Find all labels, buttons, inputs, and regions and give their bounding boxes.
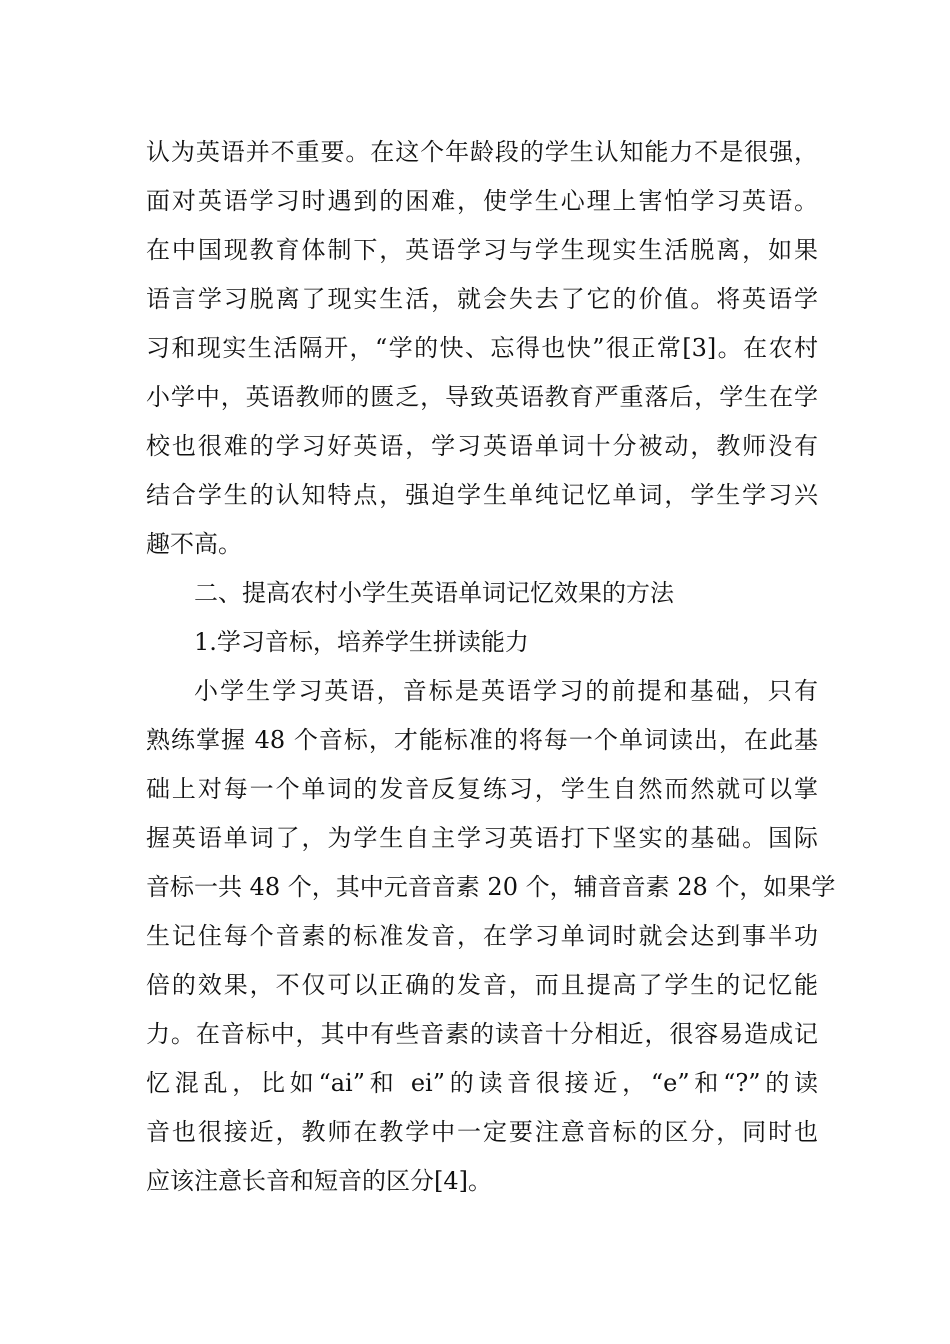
text-line: 趣不高。	[146, 530, 242, 558]
text-line: 结合学生的认知特点，强迫学生单纯记忆单词，学生学习兴	[146, 481, 818, 509]
text-line: 握英语单词了，为学生自主学习英语打下坚实的基础。国际	[146, 824, 818, 852]
text-line: 音标一共 48 个，其中元音音素 20 个，辅音音素 28 个，如果学	[146, 873, 836, 901]
text-line: 础上对每一个单词的发音反复练习，学生自然而然就可以掌	[146, 775, 818, 803]
text-line: 倍的效果，不仅可以正确的发音，而且提高了学生的记忆能	[146, 971, 818, 999]
text-line: 生记住每个音素的标准发音，在学习单词时就会达到事半功	[146, 922, 818, 950]
text-line: 力。在音标中，其中有些音素的读音十分相近，很容易造成记	[146, 1020, 818, 1048]
text-line: 应该注意长音和短音的区分[4]。	[146, 1167, 492, 1195]
text-line: 语言学习脱离了现实生活，就会失去了它的价值。将英语学	[146, 285, 818, 313]
section-heading-text: 二、提高农村小学生英语单词记忆效果的方法	[194, 579, 674, 607]
text-line: 音也很接近，教师在教学中一定要注意音标的区分，同时也	[146, 1118, 818, 1146]
document-body	[146, 128, 836, 1206]
text-line: 小学中，英语教师的匮乏，导致英语教育严重落后，学生在学	[146, 383, 818, 411]
paragraph-phonetics	[146, 667, 836, 1206]
subsection-heading	[146, 618, 818, 667]
text-line: 小学生学习英语，音标是英语学习的前提和基础，只有	[194, 677, 818, 705]
text-line: 忆混乱，比如“ai”和 ei”的读音很接近，“e”和“?”的读	[146, 1069, 818, 1097]
paragraph-background	[146, 128, 818, 569]
section-heading	[146, 569, 818, 618]
text-line: 熟练掌握 48 个音标，才能标准的将每一个单词读出，在此基	[146, 726, 818, 754]
subsection-heading-text: 1.学习音标，培养学生拼读能力	[194, 628, 529, 656]
text-line: 习和现实生活隔开，“学的快、忘得也快”很正常[3]。在农村	[146, 334, 818, 362]
text-line: 校也很难的学习好英语，学习英语单词十分被动，教师没有	[146, 432, 818, 460]
text-line: 面对英语学习时遇到的困难，使学生心理上害怕学习英语。	[146, 187, 818, 215]
text-line: 在中国现教育体制下，英语学习与学生现实生活脱离，如果	[146, 236, 818, 264]
text-line: 认为英语并不重要。在这个年龄段的学生认知能力不是很强，	[146, 138, 818, 166]
